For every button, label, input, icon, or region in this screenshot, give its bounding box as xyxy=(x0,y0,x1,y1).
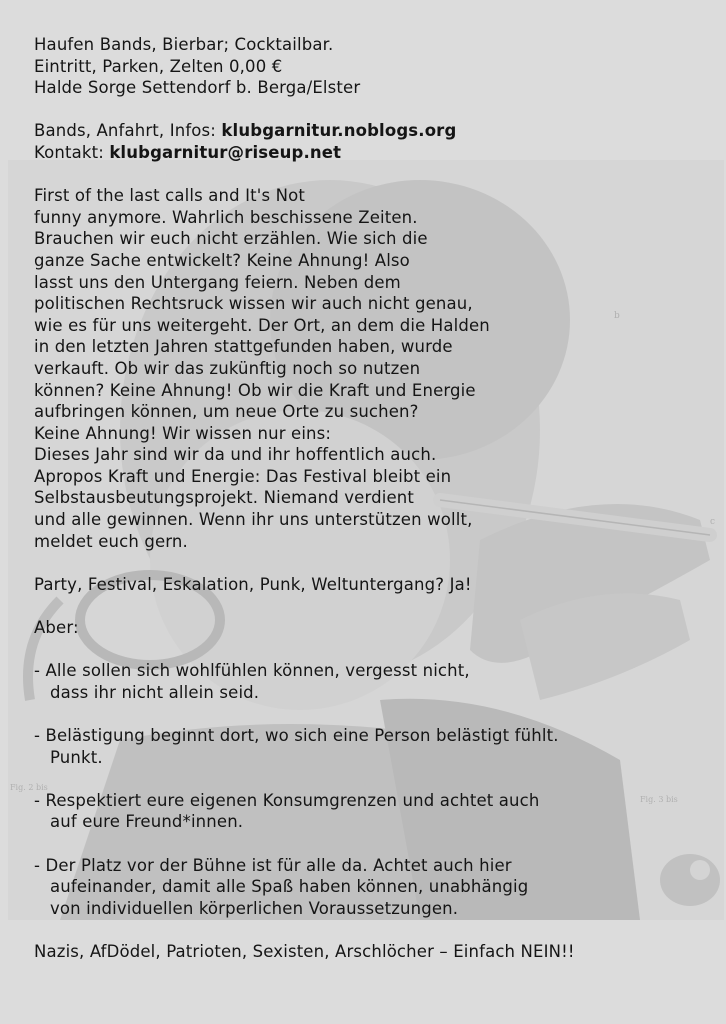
intro-line: Keine Ahnung! Wir wissen nur eins: xyxy=(34,423,332,443)
intro-line: Dieses Jahr sind wir da und ihr hoffentlich auch. xyxy=(34,445,437,465)
rule-continuation-line: Punkt. xyxy=(50,747,103,767)
rule-first-line: - Respektiert eure eigenen Konsumgrenzen und achtet auch xyxy=(34,790,540,810)
rule-first-line: - Belästigung beginnt dort, wo sich eine Person belästigt fühlt. xyxy=(34,726,559,745)
intro-line: und alle gewinnen. Wenn ihr uns unterstützen wollt, xyxy=(34,510,473,530)
fig-label-right: Fig. 3 bis xyxy=(640,795,678,804)
aber-heading: Aber: xyxy=(34,618,79,638)
intro-line: können? Keine Ahnung! Ob wir die Kraft und Energie xyxy=(34,380,476,400)
rule-continuation-line: auf eure Freund*innen. xyxy=(50,812,244,832)
contact-email-link[interactable]: klubgarnitur@riseup.net xyxy=(109,142,342,162)
info-url-link[interactable]: klubgarnitur.noblogs.org xyxy=(221,121,457,141)
intro-line: meldet euch gern. xyxy=(34,531,188,551)
intro-line: politischen Rechtsruck wissen wir auch nicht genau, xyxy=(34,294,473,314)
rule-continuation-line: von individuellen körperlichen Voraussetzungen. xyxy=(50,898,459,918)
info-label: Bands, Anfahrt, Infos: xyxy=(34,121,222,141)
header-line-2: Eintritt, Parken, Zelten 0,00 € xyxy=(34,56,283,76)
rule-item xyxy=(34,660,714,725)
party-line: Party, Festival, Eskalation, Punk, Weltuntergang? Ja! xyxy=(34,574,472,594)
rule-item xyxy=(34,790,714,855)
rule-item xyxy=(34,855,714,941)
rule-continuation-line: dass ihr nicht allein seid. xyxy=(50,682,260,702)
rule-item xyxy=(34,725,714,790)
flyer-text xyxy=(34,34,714,963)
intro-line: wie es für uns weitergeht. Der Ort, an dem die Halden xyxy=(34,315,490,335)
rule-continuation-line: aufeinander, damit alle Spaß haben können, unabhängig xyxy=(50,877,529,897)
intro-line: ganze Sache entwickelt? Keine Ahnung! Also xyxy=(34,250,410,270)
contact-label: Kontakt: xyxy=(34,142,110,162)
header-line-3: Halde Sorge Settendorf b. Berga/Elster xyxy=(34,78,361,98)
intro-line: aufbringen können, um neue Orte zu suchen? xyxy=(34,402,419,422)
intro-paragraph xyxy=(34,185,714,552)
rule-first-line: - Der Platz vor der Bühne ist für alle da. Achtet auch hier xyxy=(34,855,512,875)
fig-label-left: Fig. 2 bis xyxy=(10,783,48,792)
rules-list xyxy=(34,660,714,941)
intro-line: Selbstausbeutungsprojekt. Niemand verdient xyxy=(34,488,414,508)
intro-line: First of the last calls and It's Not xyxy=(34,186,305,206)
info-line xyxy=(34,120,714,142)
intro-line: verkauft. Ob wir das zukünftig noch so nutzen xyxy=(34,358,421,378)
rule-first-line: - Alle sollen sich wohlfühlen können, vergesst nicht, xyxy=(34,661,470,681)
intro-line: lasst uns den Untergang feiern. Neben dem xyxy=(34,272,401,292)
intro-line: funny anymore. Wahrlich beschissene Zeiten. xyxy=(34,207,418,227)
intro-line: Apropos Kraft und Energie: Das Festival bleibt ein xyxy=(34,466,452,486)
intro-line: Brauchen wir euch nicht erzählen. Wie sich die xyxy=(34,229,428,249)
contact-line xyxy=(34,142,714,164)
fig-letter-c: c xyxy=(710,517,716,527)
header-line-1: Haufen Bands, Bierbar; Cocktailbar. xyxy=(34,35,334,54)
fig-letter-b: b xyxy=(614,311,620,321)
footer-line: Nazis, AfDödel, Patrioten, Sexisten, Arschlöcher – Einfach NEIN!! xyxy=(34,941,575,961)
intro-line: in den letzten Jahren stattgefunden haben, wurde xyxy=(34,337,453,357)
